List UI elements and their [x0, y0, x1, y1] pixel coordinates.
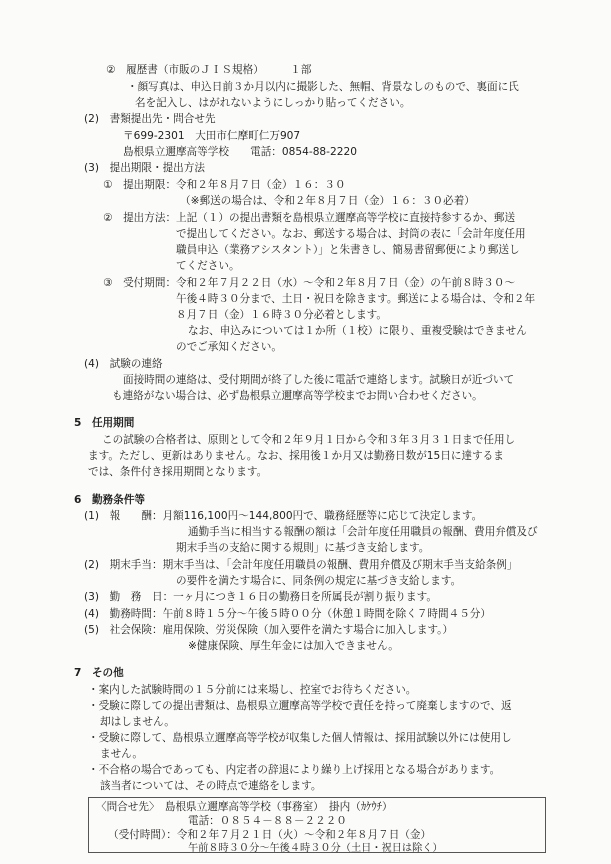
single-application-note: なお、申込みについては１か所（１校）に限り、重複受験はできません — [188, 325, 527, 337]
inquiry-hours: （受付時間）：令和２年７月２１日（火）～令和２年８月７日（金） — [108, 829, 432, 841]
commute-allowance-line-2: 期末手当の支給に関する規則」に基づき支給します。 — [176, 542, 430, 554]
other-note-3: ・受験に際して、島根県立邇摩高等学校が収集した個人情報は、採用試験以外には使用し — [88, 732, 512, 744]
section-heading-other: 7 その他 — [74, 667, 124, 679]
social-insurance-note: ※健康保険、厚生年金には加入できません。 — [188, 640, 399, 652]
method-line: ② 提出方法：上記（１）の提出書類を島根県立邇摩高等学校に直接持参するか、郵送 — [103, 212, 516, 224]
section-heading-appointment-period: 5 任用期間 — [74, 417, 135, 429]
reception-period-line: ③ 受付期間：令和２年７月２２日（水）～令和２年８月７日（金）の午前８時３０～ — [103, 277, 516, 289]
single-application-note-2: のでご承知ください。 — [176, 341, 282, 353]
bonus-line-2: の要件を満たす場合に、同条例の規定に基づき支給します。 — [176, 575, 462, 587]
appointment-period-line: この試験の合格者は、原則として令和２年９月１日から令和３年３月３１日まで任用し — [102, 434, 516, 446]
exam-contact-heading: (4) 試験の連絡 — [84, 358, 163, 370]
commute-allowance-line: 通勤手当に相当する報酬の額は「会計年度任用職員の報酬、費用弁償及び — [188, 526, 538, 538]
inquiry-contact: 〈問合せ先〉 島根県立邇摩高等学校（事務室） 掛内（ｶｹｳﾁ） — [96, 801, 393, 813]
inquiry-phone: 電話：０８５４－８８－２２２０ — [188, 815, 347, 827]
other-note-2: ・受験に際しての提出書類は、島根県立邇摩高等学校で責任を持って廃棄しますので、返 — [88, 700, 512, 712]
appointment-period-line-2: ます。ただし、更新はありません。なお、採用後１か月又は勤務日数が15日に達するま — [88, 450, 504, 462]
work-hours-line: (4) 勤務時間：午前８時１５分～午後５時００分（休憩１時間を除く７時間４５分） — [84, 608, 491, 620]
photo-note: ・顔写真は、申込日前３か月以内に撮影した、無帽、背景なしのもので、裏面に氏 — [127, 81, 519, 93]
reception-period-line-3: ８月７日（金）１６時３０分必着とします。 — [176, 309, 388, 321]
method-line-4: てください。 — [176, 260, 240, 272]
school-phone: 島根県立邇摩高等学校 電話：0854-88-2220 — [123, 146, 357, 158]
work-days-line: (3) 勤 務 日：一ヶ月につき１６日の勤務日を所属長が割り振ります。 — [84, 591, 437, 603]
submission-address-heading: (2) 書類提出先・問合せ先 — [84, 113, 216, 125]
salary-line: (1) 報 酬：月額116,100円～144,800円で、職務経歴等に応じて決定します。 — [84, 510, 483, 522]
other-note-2-cont: 却はしません。 — [100, 716, 175, 728]
other-note-3-cont: ません。 — [100, 748, 144, 760]
deadline-heading: (3) 提出期限・提出方法 — [84, 162, 205, 174]
section-heading-work-conditions: 6 勤務条件等 — [74, 494, 145, 506]
deadline-mail-note: （※郵送の場合は、令和２年８月７日（金）１６：３０必着） — [180, 195, 475, 207]
social-insurance-line: (5) 社会保険：雇用保険、労災保険（加入要件を満たす場合に加入します。） — [84, 624, 454, 636]
method-line-3: 職員申込（業務アシスタント）」と朱書きし、簡易書留郵便により郵送し — [176, 244, 520, 256]
postal-address: 〒699-2301 大田市仁摩町仁万907 — [123, 130, 301, 142]
photo-note-cont: 名を記入し、はがれないようにしっかり貼ってください。 — [135, 97, 411, 109]
resume-item: ② 履歴書（市販のＪＩＳ規格） １部 — [106, 64, 312, 76]
other-note-4: ・不合格の場合であっても、内定者の辞退により繰り上げ採用となる場合があります。 — [88, 764, 501, 776]
other-note-1: ・案内した試験時間の１５分前には来場し、控室でお待ちください。 — [88, 684, 417, 696]
exam-contact-line-2: も連絡がない場合は、必ず島根県立邇摩高等学校までお問い合わせください。 — [112, 390, 483, 402]
exam-contact-line: 面接時間の連絡は、受付期間が終了した後に電話で連絡します。試験日が近づいて — [123, 374, 515, 386]
inquiry-hours-2: 午前８時３０分～午後４時３０分（土日・祝日は除く） — [188, 843, 443, 854]
reception-period-line-2: 午後４時３０分まで、土日・祝日を除きます。郵送による場合は、令和２年 — [176, 293, 536, 305]
other-note-4-cont: 該当者については、その時点で連絡をします。 — [100, 780, 322, 792]
deadline-line: ① 提出期限：令和２年８月７日（金）１６：３０ — [103, 179, 346, 191]
appointment-period-line-3: では、条件付き採用期間となります。 — [88, 466, 268, 478]
bonus-line: (2) 期末手当：期末手当は、「会計年度任用職員の報酬、費用弁償及び期末手当支給条例」 — [84, 559, 518, 571]
method-line-2: で提出してください。なお、郵送する場合は、封筒の表に「会計年度任用 — [176, 228, 526, 240]
